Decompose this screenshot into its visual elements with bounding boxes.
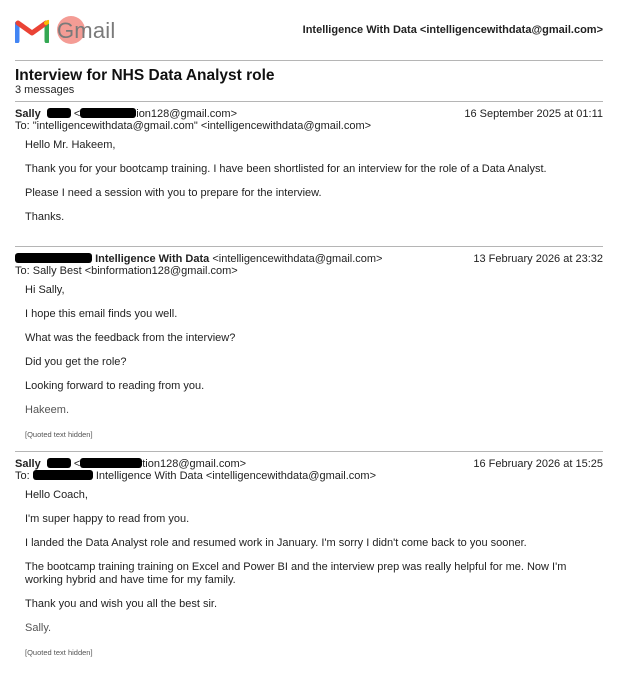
recipient-address: Intelligence With Data <intelligencewithdata@gmail.com> bbox=[95, 470, 377, 482]
body-line: I landed the Data Analyst role and resumed work in January. I'm sorry I didn't come back to you sooner. bbox=[25, 537, 527, 549]
sender-name: Sally bbox=[15, 458, 41, 470]
redaction bbox=[80, 458, 142, 468]
body-line: Thank you for your bootcamp training. I have been shortlisted for an interview for the role of a Data Analyst. bbox=[25, 163, 547, 175]
message-date: 16 September 2025 at 01:11 bbox=[464, 108, 603, 120]
redaction bbox=[80, 108, 136, 118]
signature: Sally. bbox=[25, 622, 52, 634]
account-label: Intelligence With Data <intelligencewithdata@gmail.com> bbox=[302, 24, 603, 36]
header-divider bbox=[15, 60, 603, 61]
message-divider bbox=[15, 246, 603, 247]
message-2 bbox=[15, 246, 603, 446]
sender-name: Intelligence With Data bbox=[95, 253, 210, 265]
body-line: What was the feedback from the interview? bbox=[25, 332, 236, 344]
body-line: Hello Mr. Hakeem, bbox=[25, 139, 116, 151]
message-sender bbox=[15, 458, 246, 470]
body-line: I'm super happy to read from you. bbox=[25, 513, 190, 525]
thread-subject: Interview for NHS Data Analyst role bbox=[15, 67, 275, 84]
body-line: Did you get the role? bbox=[25, 356, 127, 368]
message-divider bbox=[15, 101, 603, 102]
body-line: Looking forward to reading from you. bbox=[25, 380, 205, 392]
message-recipient: To: "intelligencewithdata@gmail.com" <intelligencewithdata@gmail.com> bbox=[15, 120, 372, 132]
body-line: Thank you and wish you all the best sir. bbox=[25, 598, 217, 610]
to-label: To: bbox=[15, 470, 30, 482]
sender-bracket: < bbox=[73, 458, 81, 470]
redaction bbox=[15, 253, 92, 263]
quoted-text-toggle[interactable]: [Quoted text hidden] bbox=[25, 430, 93, 439]
redaction bbox=[33, 470, 93, 480]
body-line: Thanks. bbox=[25, 211, 65, 223]
body-line: Hi Sally, bbox=[25, 284, 65, 296]
message-date: 13 February 2026 at 23:32 bbox=[473, 253, 603, 265]
message-1 bbox=[15, 101, 603, 241]
message-sender bbox=[15, 253, 382, 265]
message-body bbox=[25, 284, 595, 452]
body-line: Hello Coach, bbox=[25, 489, 88, 501]
sender-email: tion128@gmail.com> bbox=[142, 458, 247, 470]
message-date: 16 February 2026 at 15:25 bbox=[473, 458, 603, 470]
sender-bracket: < bbox=[73, 108, 81, 120]
message-sender bbox=[15, 108, 237, 120]
body-line: The bootcamp training training on Excel and Power BI and the interview prep was really helpful for me. Now I'm working hybrid and have time for my family. bbox=[25, 561, 567, 586]
message-body bbox=[25, 489, 595, 670]
message-recipient: To: Sally Best <binformation128@gmail.com> bbox=[15, 265, 238, 277]
gmail-m-icon bbox=[15, 17, 49, 43]
message-count: 3 messages bbox=[15, 84, 75, 96]
body-line: Please I need a session with you to prepare for the interview. bbox=[25, 187, 322, 199]
redaction bbox=[47, 108, 71, 118]
sender-email: ion128@gmail.com> bbox=[136, 108, 237, 120]
gmail-header bbox=[15, 13, 603, 49]
signature: Hakeem. bbox=[25, 404, 70, 416]
gmail-logo[interactable] bbox=[15, 15, 125, 45]
body-line: I hope this email finds you well. bbox=[25, 308, 178, 320]
redaction bbox=[47, 458, 71, 468]
quoted-text-toggle[interactable]: [Quoted text hidden] bbox=[25, 648, 93, 657]
message-3 bbox=[15, 451, 603, 671]
message-body bbox=[25, 139, 595, 235]
message-divider bbox=[15, 451, 603, 452]
gmail-wordmark: Gmail bbox=[57, 18, 116, 43]
sender-name: Sally bbox=[15, 108, 41, 120]
message-recipient bbox=[15, 470, 376, 482]
sender-email: <intelligencewithdata@gmail.com> bbox=[212, 253, 383, 265]
